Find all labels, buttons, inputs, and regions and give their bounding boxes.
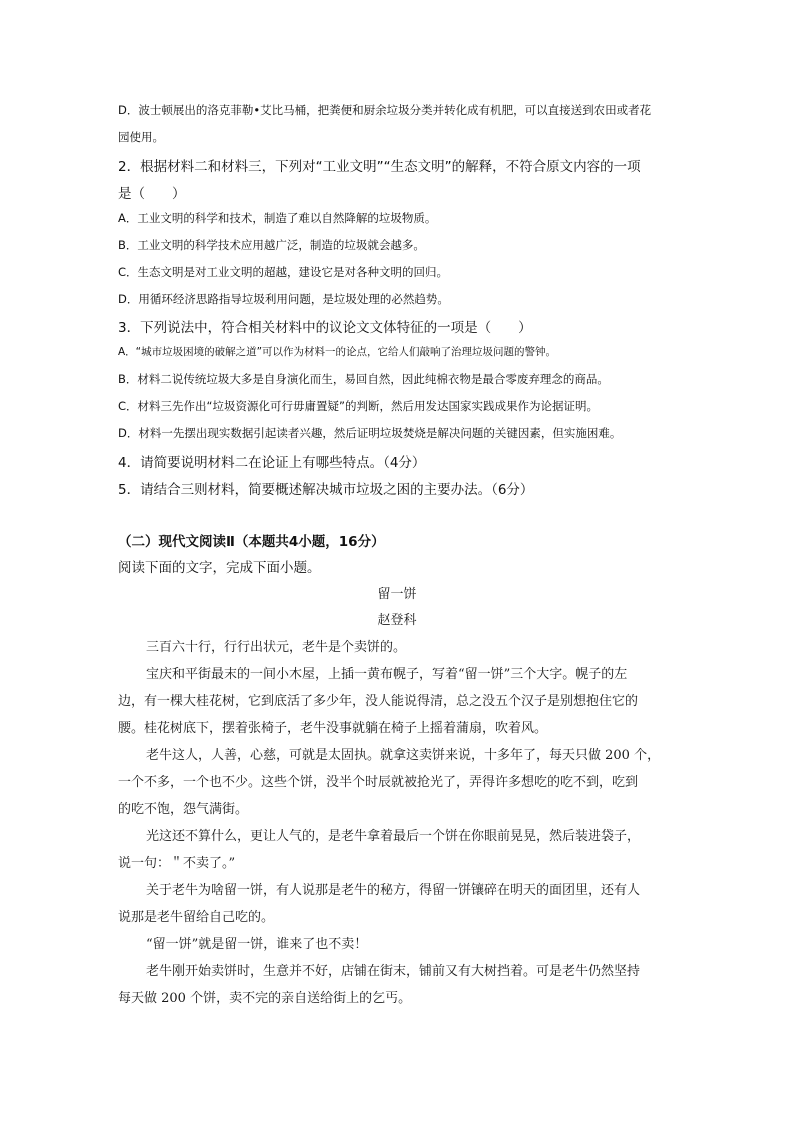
- question-2-option-d: D．用循环经济思路指导垃圾利用问题，是垃圾处理的必然趋势。: [118, 292, 449, 306]
- question-2-stem: 2．根据材料二和材料三，下列对“工业文明”“生态文明”的解释，不符合原文内容的一项: [118, 159, 641, 175]
- question-5: 5．请结合三则材料，简要概述解决城市垃圾之困的主要办法。（6分）: [118, 482, 534, 498]
- question-3-option-d: D．材料一先摆出现实数据引起读者兴趣，然后证明垃圾焚烧是解决问题的关键因素，但实施困难。: [118, 426, 622, 440]
- story-paragraph-3-line-3: 的吃不饱，怨气满街。: [118, 802, 249, 817]
- question-2-option-b: B．工业文明的科学技术应用越广泛，制造的垃圾就会越多。: [118, 238, 425, 252]
- question-3-option-b: B．材料二说传统垃圾大多是自身演化而生，易回自然，因此纯棉衣物是最合零废弃理念的商品。: [118, 372, 609, 386]
- story-paragraph-7-line-2: 每天做 200 个饼，卖不完的亲自送给街上的乞丐。: [118, 991, 412, 1006]
- question-2-stem-continued: 是（ ）: [118, 186, 186, 202]
- story-paragraph-2-line-1: 宝庆和平街最末的一间小木屋，上插一黄布幌子，写着“留一饼”三个大字。幌子的左: [146, 667, 628, 682]
- story-paragraph-2-line-2: 边，有一棵大桂花树，它到底活了多少年，没人能说得清，总之没五个汉子是别想抱住它的: [118, 694, 639, 709]
- story-paragraph-7-line-1: 老牛刚开始卖饼时，生意并不好，店铺在街末，铺前又有大树挡着。可是老牛仍然坚持: [146, 964, 641, 979]
- story-paragraph-3-line-1: 老牛这人，人善，心慈，可就是太固执。就拿这卖饼来说，十多年了，每天只做 200 个，: [146, 748, 661, 763]
- story-paragraph-6: “留一饼”就是留一饼，谁来了也不卖！: [146, 937, 368, 952]
- reading-instruction: 阅读下面的文字，完成下面小题。: [118, 560, 321, 576]
- story-author: 赵登科: [377, 613, 417, 628]
- story-paragraph-5-line-2: 说那是老牛留给自己吃的。: [118, 910, 275, 925]
- story-paragraph-3-line-2: 一个不多，一个也不少。这些个饼，没半个时辰就被抢光了，弄得许多想吃的吃不到，吃到: [118, 775, 639, 790]
- question-4: 4．请简要说明材料二在论证上有哪些特点。（4分）: [118, 455, 426, 471]
- story-title: 留一饼: [377, 587, 417, 602]
- question-2-option-a: A．工业文明的科学和技术，制造了难以自然降解的垃圾物质。: [118, 211, 437, 225]
- story-paragraph-2-line-3: 腰。桂花树底下，摆着张椅子，老牛没事就躺在椅子上摇着蒲扇，吹着风。: [118, 721, 548, 736]
- question-3-option-c: C．材料三先作出“垃圾资源化可行毋庸置疑”的判断，然后用发达国家实践成果作为论据证明。: [118, 399, 598, 413]
- question-1-option-d-continued: 园使用。: [118, 130, 164, 144]
- question-2-option-c: C．生态文明是对工业文明的超越，建设它是对各种文明的回归。: [118, 265, 449, 279]
- story-paragraph-4-line-2: 说一句：＂不卖了。”: [118, 856, 236, 871]
- story-paragraph-1: 三百六十行，行行出状元，老牛是个卖饼的。: [146, 640, 407, 655]
- section-title: （二）现代文阅读Ⅱ（本题共4小题，16分）: [118, 534, 385, 550]
- story-paragraph-4-line-1: 光这还不算什么，更让人气的，是老牛拿着最后一个饼在你眼前晃晃，然后装进袋子，: [146, 829, 641, 844]
- question-3-option-a: A．“城市垃圾困境的破解之道”可以作为材料一的论点，它给人们敲响了治理垃圾问题的警钟。: [118, 346, 557, 358]
- story-paragraph-5-line-1: 关于老牛为啥留一饼，有人说那是老牛的秘方，得留一饼镶碎在明天的面团里，还有人: [146, 883, 641, 898]
- question-3-stem: 3．下列说法中，符合相关材料中的议论文文体特征的一项是（ ）: [118, 320, 532, 336]
- question-1-option-d: D．波士顿展出的洛克菲勒•艾比马桶，把粪便和厨余垃圾分类并转化成有机肥，可以直接送到农田或者花: [118, 103, 652, 117]
